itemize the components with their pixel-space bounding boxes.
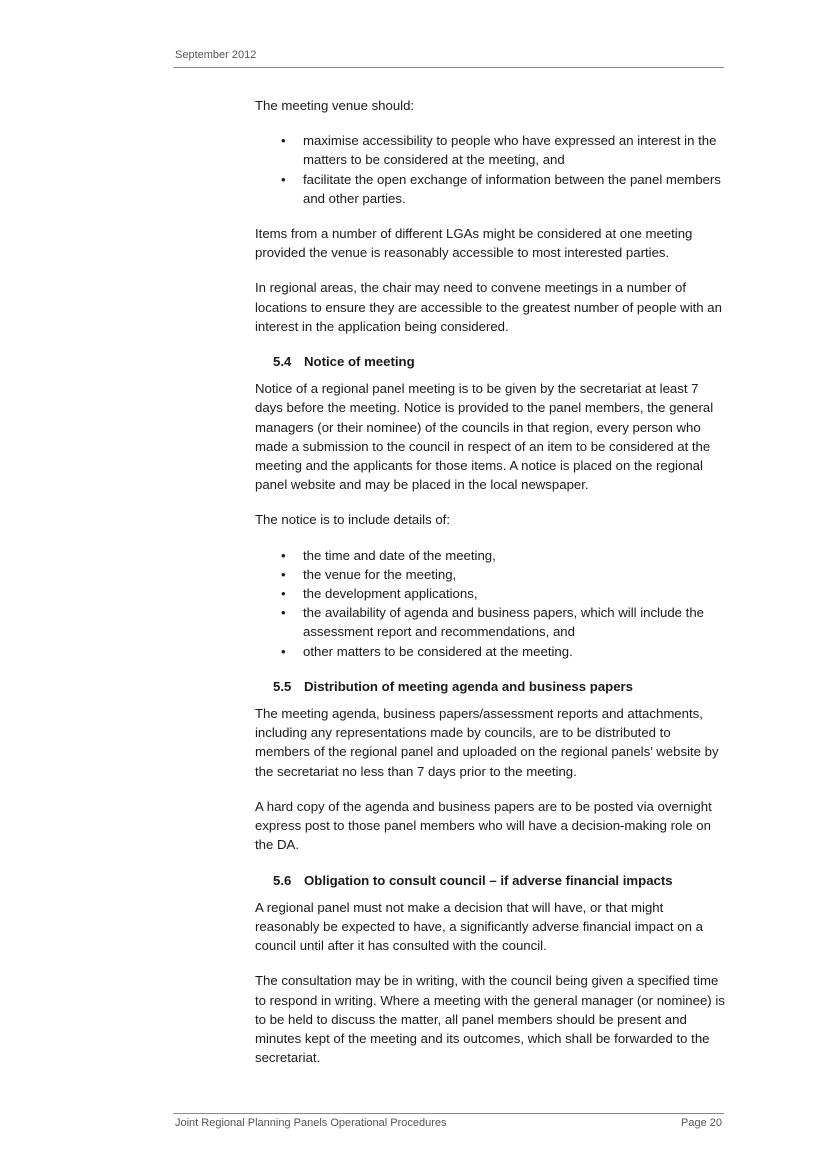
section-title: Distribution of meeting agenda and business papers — [304, 678, 634, 694]
list-item: • other matters to be considered at the meeting. — [255, 642, 727, 661]
section-number: 5.5 — [273, 678, 292, 694]
bullet-icon: • — [281, 643, 286, 659]
venue-intro: The meeting venue should: — [255, 98, 415, 113]
paragraph-hard-copy: A hard copy of the agenda and business papers are to be posted via overnight express post to those panel members who will have a decision-making role on the DA. — [255, 798, 712, 853]
document-body — [255, 96, 727, 1083]
paragraph-notice: Notice of a regional panel meeting is to be given by the secretariat at least 7 days before the meeting. Notice is provided to the panel members, the general managers (or their nominee) of the councils in that region, every person who made a submission to the council in respect of an item to be considered at the meeting and the applicants for those items. A notice is placed on the regional panel website and may be placed in the local newspaper. — [255, 381, 714, 493]
section-title: Notice of meeting — [304, 354, 415, 370]
paragraph-obligation: A regional panel must not make a decision that will have, or that might reasonably be expected to have, a significantly adverse financial impact on a council until after it has consulted with the council. — [255, 899, 703, 954]
bullet-icon: • — [281, 171, 286, 187]
bullet-icon: • — [281, 566, 286, 582]
section-title: Obligation to consult council – if adverse financial impacts — [304, 872, 673, 888]
footer-divider — [173, 1113, 724, 1114]
paragraph-distribution: The meeting agenda, business papers/assessment reports and attachments, including any representations made by councils, are to be distributed to members of the regional panel and uploaded on the regional panels’ website by the secretariat no less than 7 days prior to the meeting. — [255, 706, 719, 779]
section-heading-5-5 — [273, 677, 727, 696]
list-item: • maximise accessibility to people who have expressed an interest in the matters to be considered at the meeting, and — [281, 133, 717, 168]
header-divider — [173, 67, 724, 68]
header-date: September 2012 — [175, 49, 257, 61]
section-number: 5.6 — [273, 872, 292, 888]
page-number: Page 20 — [681, 1117, 722, 1129]
footer-document-title: Joint Regional Planning Panels Operational Procedures — [175, 1117, 447, 1129]
paragraph-notice-details: The notice is to include details of: — [255, 512, 450, 528]
bullet-icon: • — [281, 586, 286, 602]
notice-bullet-list — [255, 546, 727, 661]
bullet-icon: • — [281, 547, 286, 563]
list-item: • the time and date of the meeting, — [255, 546, 727, 565]
section-heading-5-4 — [273, 352, 727, 371]
list-item: • facilitate the open exchange of information between the panel members and other parties. — [281, 171, 721, 206]
section-heading-5-6 — [273, 871, 727, 890]
section-number: 5.4 — [273, 354, 292, 370]
paragraph-regional-areas: In regional areas, the chair may need to convene meetings in a number of locations to ensure they are accessible to the greatest number of people with an interest in the application being considered. — [255, 280, 722, 334]
venue-bullet-list — [255, 131, 727, 208]
list-item: • the development applications, — [255, 584, 727, 603]
list-item: • the venue for the meeting, — [255, 565, 727, 584]
paragraph-consultation: The consultation may be in writing, with the council being given a specified time to respond in writing. Where a meeting with the general manager (or nominee) is to be held to discuss the matter, all panel members should be present and minutes kept of the meeting and its outcomes, which shall be forwarded to the secretariat. — [255, 973, 725, 1066]
list-item: • the availability of agenda and business papers, which will include the assessment report and recommendations, and — [281, 605, 705, 640]
paragraph-lgas: Items from a number of different LGAs might be considered at one meeting provided the venue is reasonably accessible to most interested parties. — [255, 226, 693, 261]
bullet-icon: • — [281, 133, 286, 149]
bullet-icon: • — [281, 605, 286, 621]
